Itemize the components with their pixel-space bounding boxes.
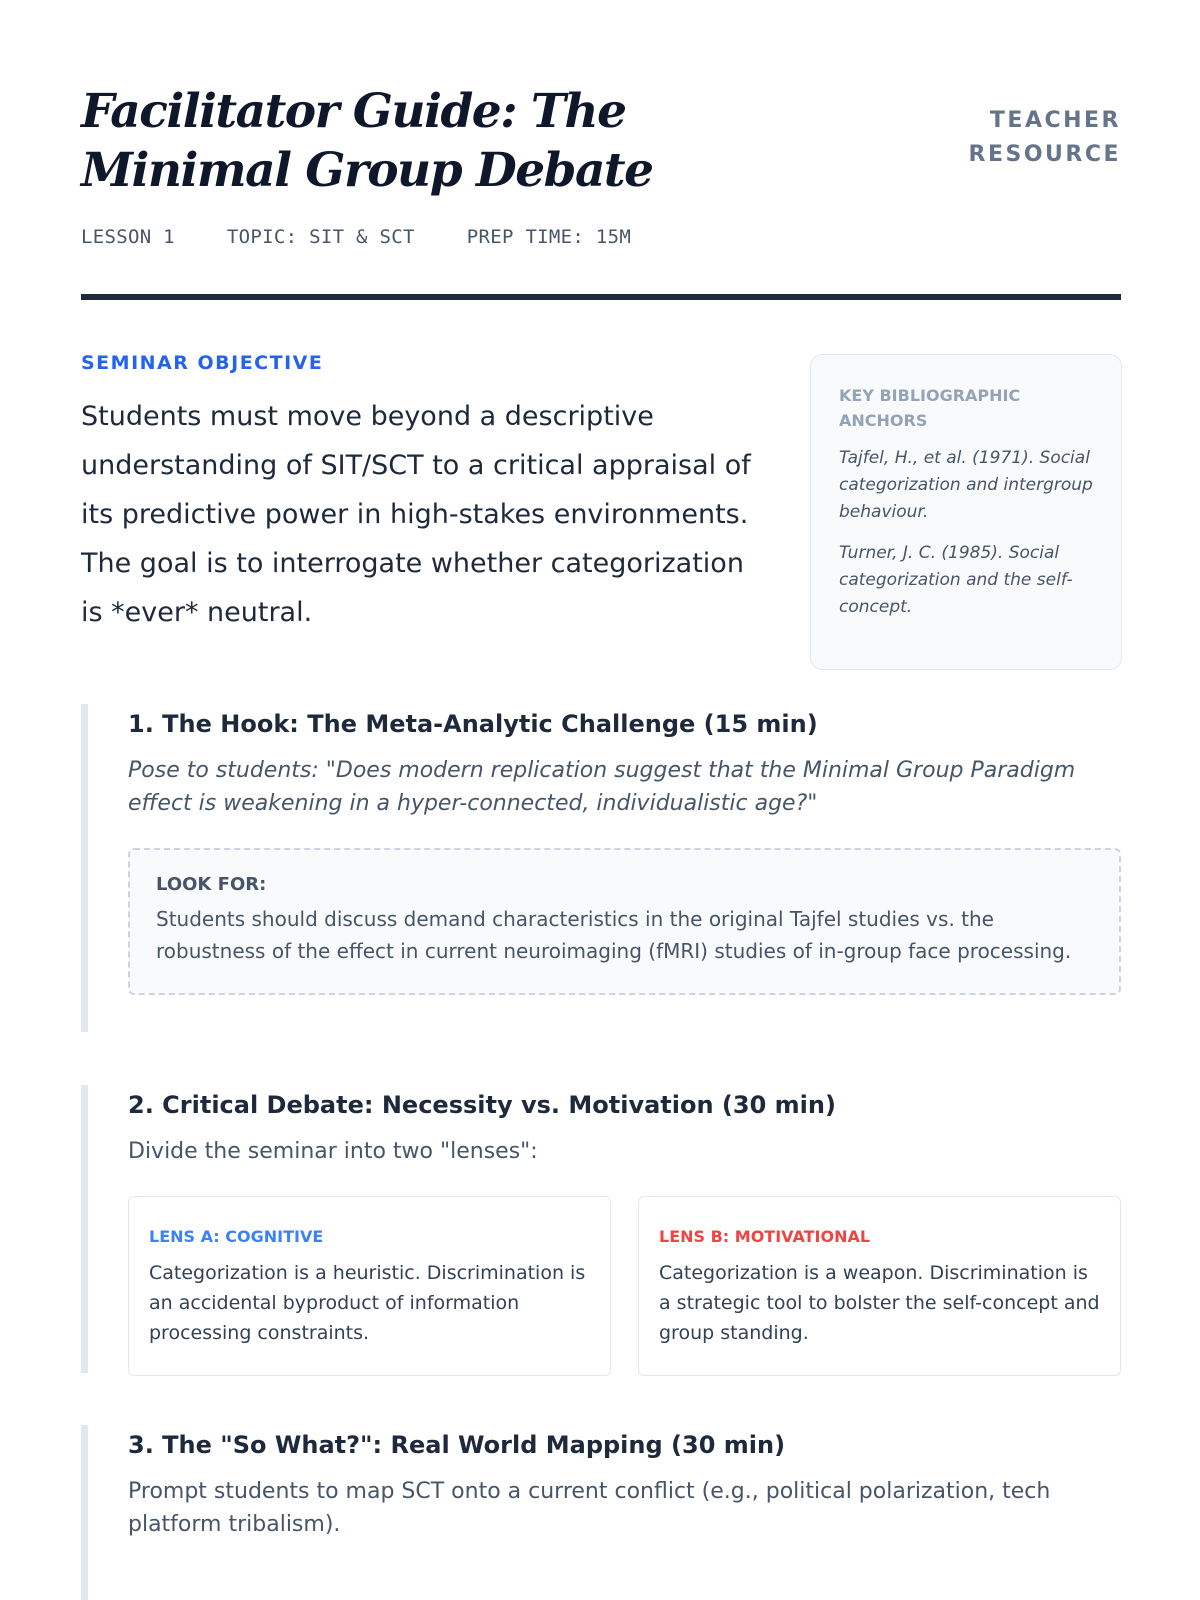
facilitator-guide-page bbox=[81, 0, 1121, 1600]
lens-text: Categorization is a weapon. Discrimination is a strategic tool to bolster the self-concept and group standing. bbox=[659, 1262, 1100, 1344]
objective-label: SEMINAR OBJECTIVE bbox=[81, 352, 324, 374]
meta-topic: TOPIC: SIT & SCT bbox=[226, 226, 415, 248]
look-for-box bbox=[128, 848, 1121, 995]
look-for-label: LOOK FOR: bbox=[156, 874, 267, 895]
section-hook bbox=[81, 704, 1121, 1032]
bibliography-ref: Tajfel, H., et al. (1971). Social categorization and intergroup behaviour. bbox=[839, 448, 1093, 522]
look-for-text: Students should discuss demand characteristics in the original Tajfel studies vs. the robustness of the effect in current neuroimaging (fMRI) studies of in-group face processing. bbox=[156, 907, 1072, 963]
section-debate bbox=[81, 1085, 1121, 1373]
lesson-meta bbox=[81, 226, 631, 248]
section-heading: 3. The "So What?": Real World Mapping (30 min) bbox=[128, 1431, 786, 1459]
resource-tag: TEACHER RESOURCE bbox=[968, 108, 1121, 167]
lens-card-motivational bbox=[638, 1196, 1121, 1376]
section-heading: 1. The Hook: The Meta-Analytic Challenge (15 min) bbox=[128, 710, 818, 738]
lens-cards bbox=[128, 1196, 1121, 1376]
lens-card-cognitive bbox=[128, 1196, 611, 1376]
section-intro: Divide the seminar into two "lenses": bbox=[128, 1139, 538, 1164]
seminar-objective bbox=[81, 352, 761, 637]
objective-text: Students must move beyond a descriptive understanding of SIT/SCT to a critical appraisal of its predictive power in high-stakes environments. The goal is to interrogate whether categorization is *ever* neutral. bbox=[81, 401, 751, 628]
lens-text: Categorization is a heuristic. Discrimination is an accidental byproduct of information processing constraints. bbox=[149, 1262, 586, 1344]
meta-prep-time: PREP TIME: 15M bbox=[466, 226, 632, 248]
bibliography-ref: Turner, J. C. (1985). Social categorization and the self-concept. bbox=[839, 543, 1073, 617]
section-intro: Prompt students to map SCT onto a current conflict (e.g., political polarization, tech platform tribalism). bbox=[128, 1479, 1051, 1537]
meta-lesson: LESSON 1 bbox=[81, 226, 175, 248]
lens-label: LENS B: MOTIVATIONAL bbox=[659, 1227, 871, 1246]
page-title: Facilitator Guide: The Minimal Group Debate bbox=[81, 84, 653, 198]
header-rule bbox=[81, 294, 1121, 300]
section-prompt: Pose to students: "Does modern replication suggest that the Minimal Group Paradigm effect is weakening in a hyper-connected, individualistic age?" bbox=[128, 758, 1076, 816]
bibliography-title: KEY BIBLIOGRAPHIC ANCHORS bbox=[839, 386, 1021, 430]
lens-label: LENS A: COGNITIVE bbox=[149, 1227, 324, 1246]
section-heading: 2. Critical Debate: Necessity vs. Motivation (30 min) bbox=[128, 1091, 836, 1119]
bibliography-card bbox=[810, 354, 1122, 670]
section-so-what bbox=[81, 1425, 1121, 1600]
page-header bbox=[81, 0, 1121, 300]
